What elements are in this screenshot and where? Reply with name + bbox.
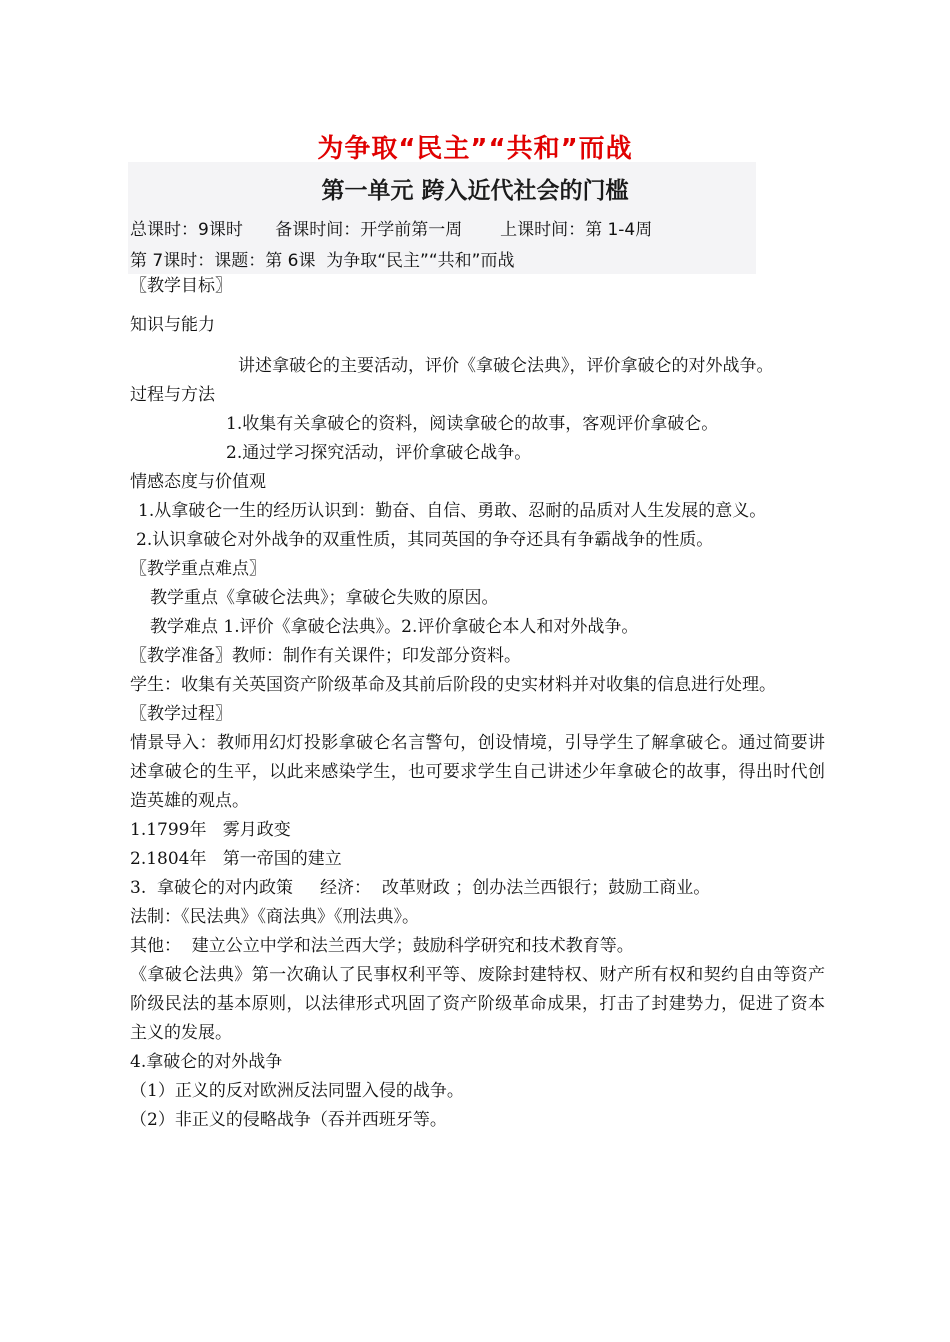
unit-title: 第一单元 跨入近代社会的门槛: [321, 178, 629, 204]
key-points-heading: 〖教学重点难点〗: [130, 559, 266, 579]
law-line: 法制：《民法典》《商法典》《刑法典》。: [130, 907, 419, 927]
emotion-heading: 情感态度与价值观: [130, 472, 266, 492]
process-item-1804: 2.1804年 第一帝国的建立: [130, 849, 342, 869]
emotion-item-1: 1.从拿破仑一生的经历认识到：勤奋、自信、勇敢、忍耐的品质对人生发展的意义。: [138, 501, 767, 521]
key-point: 教学重点《拿破仑法典》；拿破仑失败的原因。: [150, 588, 499, 608]
difficult-point: 教学难点 1.评价《拿破仑法典》。2.评价拿破仑本人和对外战争。: [150, 617, 639, 637]
intro-paragraph: 情景导入：教师用幻灯投影拿破仑名言警句，创设情境，引导学生了解拿破仑。通过简要讲述拿破仑的生平，以此来感染学生，也可要求学生自己讲述少年拿破仑的故事，得出时代创造英雄的观点。: [130, 733, 825, 811]
process-method-heading: 过程与方法: [130, 385, 215, 405]
process-item-1799: 1.1799年 雾月政变: [130, 820, 291, 840]
objectives-heading: 〖教学目标〗: [130, 276, 232, 296]
foreign-war-heading: 4.拿破仑的对外战争: [130, 1052, 283, 1072]
knowledge-heading: 知识与能力: [130, 315, 215, 335]
code-paragraph: 《拿破仑法典》第一次确认了民事权利平等、废除封建特权、财产所有权和契约自由等资产阶级民法的基本原则，以法律形式巩固了资产阶级革命成果，打击了封建势力，促进了资本主义的发展。: [130, 965, 825, 1043]
war-item-2: （2）非正义的侵略战争（吞并西班牙等。: [130, 1110, 447, 1130]
page-title: 为争取“民主”“共和”而战: [317, 134, 633, 164]
emotion-item-2: 2.认识拿破仑对外战争的双重性质，其同英国的争夺还具有争霸战争的性质。: [136, 530, 714, 550]
lesson-info-line: 第 7课时：课题：第 6课 为争取“民主”“共和”而战: [130, 251, 515, 271]
preparation-teacher: 〖教学准备〗教师：制作有关课件；印发部分资料。: [130, 646, 521, 666]
course-info-line: 总课时：9课时 备课时间：开学前第一周 上课时间：第 1-4周: [130, 220, 653, 240]
war-item-1: （1）正义的反对欧洲反法同盟入侵的战争。: [130, 1081, 464, 1101]
process-item-2: 2.通过学习探究活动，评价拿破仑战争。: [226, 443, 532, 463]
domestic-policy-line: 3. 拿破仑的对内政策 经济： 改革财政 ；创办法兰西银行；鼓励工商业。: [130, 878, 711, 898]
knowledge-text: 讲述拿破仑的主要活动，评价《拿破仑法典》，评价拿破仑的对外战争。: [238, 356, 774, 376]
preparation-student: 学生：收集有关英国资产阶级革命及其前后阶段的史实材料并对收集的信息进行处理。: [130, 675, 776, 695]
process-item-1: 1.收集有关拿破仑的资料，阅读拿破仑的故事，客观评价拿破仑。: [226, 414, 719, 434]
other-line: 其他： 建立公立中学和法兰西大学；鼓励科学研究和技术教育等。: [130, 936, 634, 956]
process-heading: 〖教学过程〗: [130, 704, 232, 724]
lesson-body: [130, 272, 825, 1135]
